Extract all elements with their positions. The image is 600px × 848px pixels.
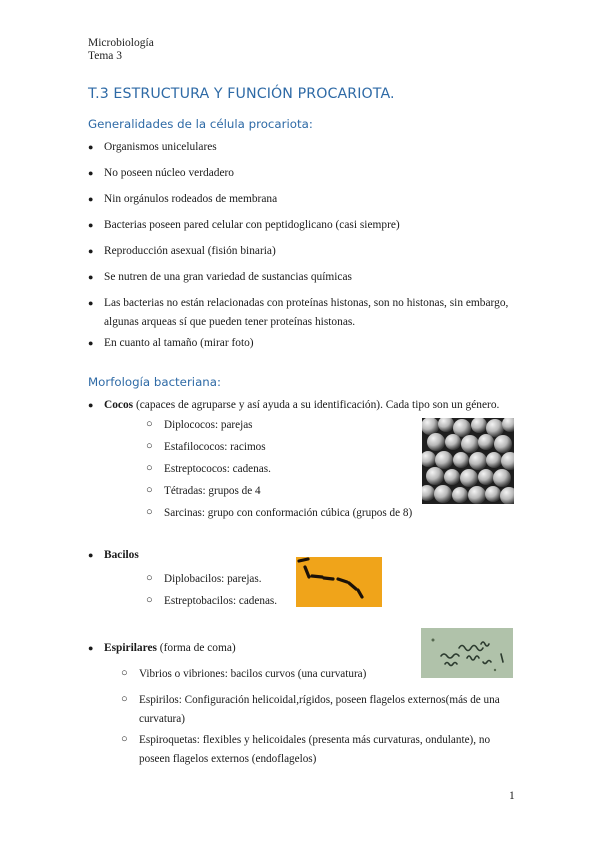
section-heading-general: Generalidades de la célula procariota:: [88, 117, 313, 131]
spirilla-micrograph-image: [421, 628, 513, 678]
cocos-description: (capaces de agruparse y así ayuda a su identificación). Cada tipo son un género.: [133, 399, 500, 411]
section-heading-morphology: Morfología bacteriana:: [88, 375, 221, 389]
page-number: 1: [509, 790, 515, 802]
header-topic: Tema 3: [88, 50, 123, 62]
cocos-label: Cocos: [104, 399, 134, 411]
page-title: T.3 ESTRUCTURA Y FUNCIÓN PROCARIOTA.: [88, 86, 395, 102]
cocci-micrograph-image: [422, 418, 514, 504]
header-subject: Microbiología: [88, 37, 154, 49]
espirilares-description: (forma de coma): [156, 642, 236, 654]
bacilos-label: Bacilos: [104, 549, 139, 561]
espirilares-label: Espirilares: [104, 642, 157, 654]
bacilli-micrograph-image: [296, 557, 382, 607]
